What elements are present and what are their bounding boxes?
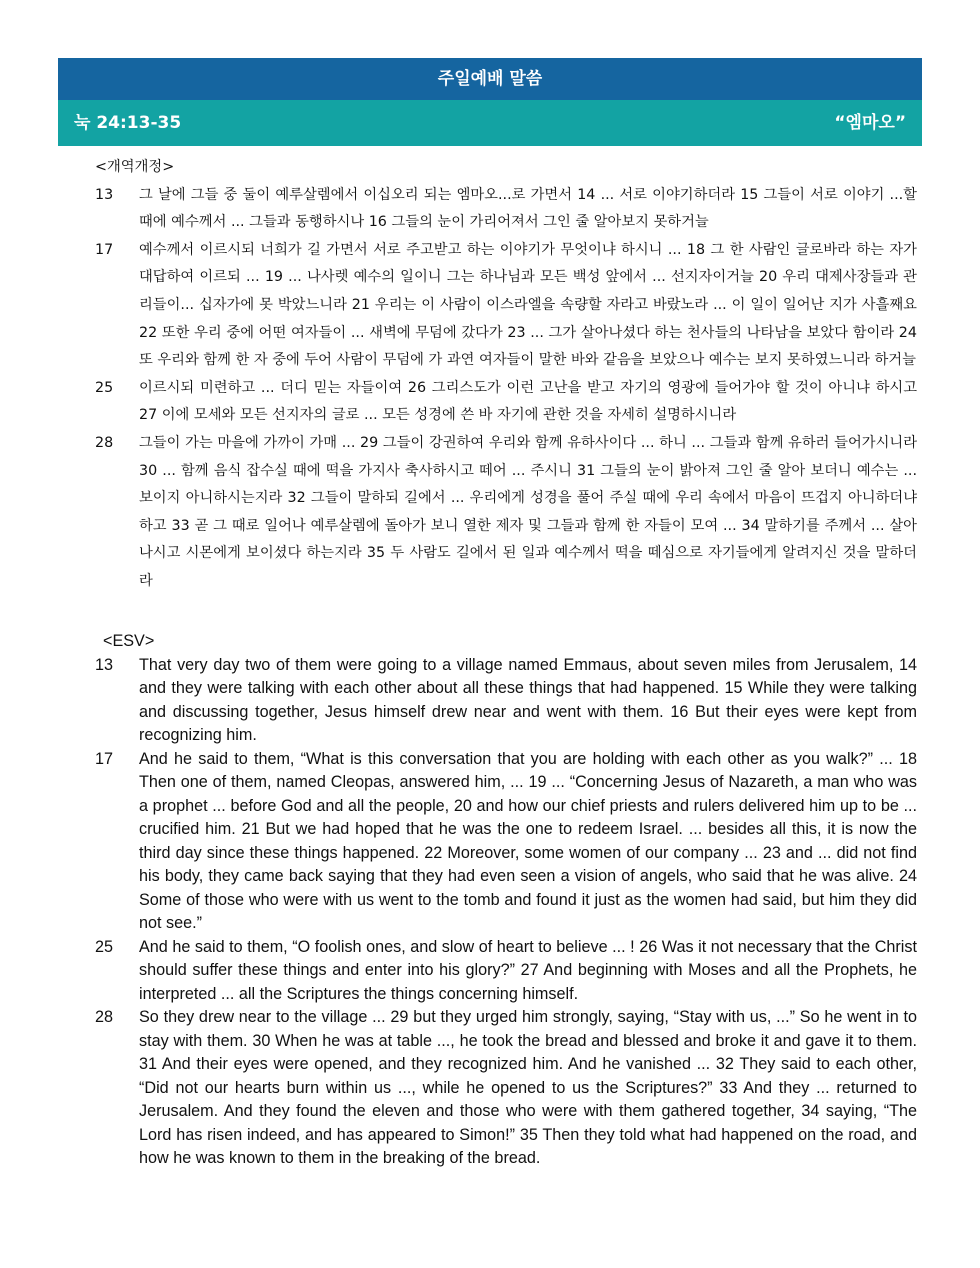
scripture-bar	[58, 100, 922, 146]
verse-text: And he said to them, “O foolish ones, and slow of heart to believe ... ! 26 Was it not necessary that the Christ should suffer these things and enter into his glory?” 27 And beginning with Moses and all the Prophets, he interpreted ... all the Scriptures the things concerning himself.	[139, 937, 917, 1003]
korean-verse-block	[95, 237, 917, 375]
english-verse-block	[95, 936, 917, 1007]
verse-text: 그들이 가는 마을에 가까이 가매 ... 29 그들이 강권하여 우리와 함께 유하사이다 ... 하니 ... 그들과 함께 유하러 들어가시니라 30 ... 함께 음식 잡수실 때에 떡을 가지사 축사하시고 떼어 ... 주시니 31 그들의 눈이 밝아져 그인 줄 알아 보더니 예수는 ... 보이지 아니하시는지라 32 그들이 말하되 길에서 ... 우리에게 성경을 풀어 주실 때에 우리 속에서 마음이 뜨겁지 아니하더냐 하고 33 곧 그 때로 일어나 예루살렘에 돌아가 보니 열한 제자 및 그들과 함께 한 자들이 모여 ... 34 말하기를 주께서 ... 살아나시고 시몬에게 보이셨다 하는지라 35 두 사람도 길에서 된 일과 예수께서 떡을 떼심으로 자기들에게 알려지신 것을 말하더라	[139, 434, 917, 589]
page-header	[58, 58, 922, 100]
header-title: 주일예배 말씀	[437, 69, 543, 89]
verse-number: 17	[95, 749, 114, 768]
korean-verse-block	[95, 375, 917, 430]
verse-text: 예수께서 이르시되 너희가 길 가면서 서로 주고받고 하는 이야기가 무엇이냐 하시니 ... 18 그 한 사람인 글로바라 하는 자가 대답하여 이르되 ... 19 ... 나사렛 예수의 일이니 그는 하나님과 모든 백성 앞에서 ... 선지자이거늘 20 우리 대제사장들과 관리들이... 십자가에 못 박았느니라 21 우리는 이 사람이 이스라엘을 속량할 자라고 바랐노라 ... 이 일이 일어난 지가 사흘째요 22 또한 우리 중에 어떤 여자들이 ... 새벽에 무덤에 갔다가 23 ... 그가 살아나셨다 하는 천사들의 나타남을 보았다 함이라 24 또 우리와 함께 한 자 중에 두어 사람이 무덤에 가 과연 여자들이 말한 바와 같음을 보았으나 예수는 보지 못하였느니라 하거늘	[139, 241, 917, 369]
verse-text: That very day two of them were going to a village named Emmaus, about seven miles from Jerusalem, 14 and they were talking with each other about all these things that had happened. 15 While they were talking and discussing together, Jesus himself drew near and went with them. 16 But their eyes were kept from recognizing him.	[139, 655, 917, 744]
sermon-title: “엠마오”	[834, 113, 906, 133]
verse-number: 17	[95, 241, 114, 258]
verse-text: 그 날에 그들 중 둘이 예루살렘에서 이십오리 되는 엠마오...로 가면서 14 ... 서로 이야기하더라 15 그들이 서로 이야기 ...할 때에 예수께서 ... 그들과 동행하시나 16 그들의 눈이 가리어져서 그인 줄 알아보지 못하거늘	[139, 186, 917, 231]
verse-number: 13	[95, 655, 114, 674]
english-translation-section	[95, 630, 917, 1171]
verse-number: 25	[95, 379, 114, 396]
verse-number: 28	[95, 434, 114, 451]
verse-number: 28	[95, 1008, 114, 1026]
english-version-label: <ESV>	[103, 632, 155, 650]
korean-version-label: <개역개정>	[95, 159, 175, 175]
verse-text: 이르시되 미련하고 ... 더디 믿는 자들이여 26 그리스도가 이런 고난을 받고 자기의 영광에 들어가야 할 것이 아니냐 하시고 27 이에 모세와 모든 선지자의 글로 ... 모든 성경에 쓴 바 자기에 관한 것을 자세히 설명하시니라	[139, 379, 917, 424]
korean-translation-section	[95, 154, 917, 596]
english-verse-block	[95, 654, 917, 748]
verse-text: So they drew near to the village ... 29 but they urged him strongly, saying, “Stay with us, ...” So he went in to stay with them. 30 When he was at table ..., he took the bread and blessed and broke it and gave it to them. 31 And their eyes were opened, and they recognized him. And he vanished ... 32 They said to each other, “Did not our hearts burn within us ..., while he opened to us the Scriptures?” 33 And they ... returned to Jerusalem. And they found the eleven and those who were with them gathered together, 34 saying, “The Lord has risen indeed, and has appeared to Simon!” 35 Then they told what had happened on the road, and how he was known to them in the breaking of the bread.	[139, 1008, 917, 1167]
verse-number: 25	[95, 937, 114, 956]
verse-number: 13	[95, 186, 114, 203]
korean-verse-block	[95, 182, 917, 237]
korean-verse-block	[95, 430, 917, 596]
scripture-reference: 눅 24:13-35	[74, 113, 182, 133]
english-verse-block	[95, 1006, 917, 1171]
verse-text: And he said to them, “What is this conversation that you are holding with each other as you walk?” ... 18 Then one of them, named Cleopas, answered him, ... 19 ... “Concerning Jesus of Nazareth, a man who was a prophet ... before God and all the people, 20 and how our chief priests and rulers delivered him up to be ... crucified him. 21 But we had hoped that he was the one to redeem Israel. ... besides all this, it is now the third day since these things happened. 22 Moreover, some women of our company ... 23 and ... did not find his body, they came back saying that they had even seen a vision of angels, who said that he was alive. 24 Some of those who were with us went to the tomb and found it just as the women had said, but him they did not see.”	[139, 749, 917, 932]
english-verse-block	[95, 748, 917, 936]
